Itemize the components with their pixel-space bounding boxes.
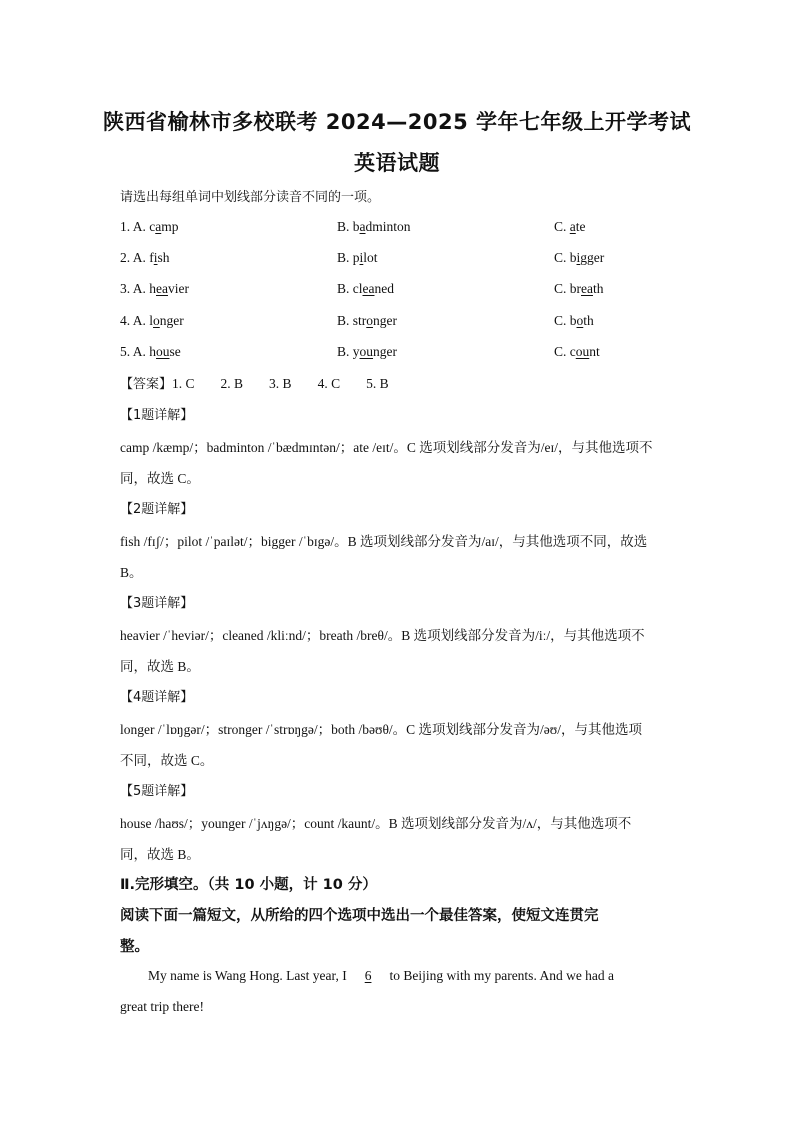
detail-text-2-line-1: fish /fɪʃ/；pilot /ˈpaɪlət/；bigger /ˈbɪgə/。B 选项划线部分发音为/aɪ/，与其他选项不同，故选 (120, 534, 648, 549)
option-text-suffix: mp (161, 219, 179, 234)
underlined-letters: a (155, 219, 162, 234)
option-text-prefix: 3. A. h (120, 281, 157, 296)
underlined-letters: i (576, 250, 581, 265)
answer-item-3: 3. B (269, 376, 292, 391)
option-text-suffix: vier (168, 281, 189, 296)
question-4-option-a (120, 313, 184, 329)
option-text-prefix: B. b (337, 219, 360, 234)
answer-item-5: 5. B (366, 376, 389, 391)
option-text-suffix: th (583, 313, 594, 328)
underlined-letters: ea (581, 281, 593, 296)
title-line-1: 陕西省榆林市多校联考 2024—2025 学年七年级上开学考试 (102, 110, 691, 134)
option-text-prefix: C. b (554, 250, 577, 265)
underlined-letters: o (576, 313, 584, 328)
passage-blank-6: 6 (364, 968, 372, 983)
option-text-suffix: nger (373, 313, 398, 328)
underlined-letters: a (359, 219, 366, 234)
option-text-prefix: C. c (554, 344, 576, 359)
detail-text-4-line-1: longer /ˈlɒŋgər/；stronger /ˈstrɒŋgə/；both /bəʊθ/。C 选项划线部分发音为/əʊ/，与其他选项 (120, 722, 642, 737)
underlined-letters: ea (156, 281, 168, 296)
option-text-suffix: te (575, 219, 586, 234)
question-3-option-a (120, 281, 189, 297)
option-text-suffix: lot (363, 250, 378, 265)
option-text-suffix: th (592, 281, 604, 296)
answer-item-2: 2. B (220, 376, 244, 391)
underlined-letters: o (153, 313, 160, 328)
answer-item-1: 1. C (172, 376, 195, 391)
question-1-option-c (554, 219, 586, 235)
detail-text-5-line-1: house /haʊs/；younger /ˈjʌŋgə/；count /kaunt/。B 选项划线部分发音为/ʌ/，与其他选项不 (120, 816, 632, 831)
question-5-option-b (337, 344, 397, 360)
question-5-option-c (554, 344, 600, 360)
passage-rest: to Beijing with my parents. And we had a (386, 968, 615, 983)
detail-heading-3: 【3题详解】 (120, 596, 194, 611)
detail-text-3-line-2: 同，故选 B。 (120, 659, 200, 674)
option-text-prefix: B. y (337, 344, 360, 359)
detail-text-4-line-2: 不同，故选 C。 (120, 753, 214, 768)
section-2-instruction-line-2: 整。 (120, 939, 149, 955)
option-text-prefix: B. str (337, 313, 367, 328)
underlined-letters: i (153, 250, 158, 265)
underlined-letters: ou (156, 344, 170, 359)
detail-text-1-line-1: camp /kæmp/；badminton /ˈbædmɪntən/；ate /eɪt/。C 选项划线部分发音为/eɪ/，与其他选项不 (120, 440, 653, 455)
detail-heading-1: 【1题详解】 (120, 408, 194, 423)
option-text-prefix: C. b (554, 313, 577, 328)
option-text-prefix: 1. A. c (120, 219, 156, 234)
underlined-letters: ou (359, 344, 374, 359)
option-text-suffix: nt (589, 344, 600, 359)
section-2-instruction-line-1: 阅读下面一篇短文，从所给的四个选项中选出一个最佳答案，使短文连贯完 (120, 908, 599, 924)
question-3-option-b (337, 281, 394, 297)
option-text-prefix: B. p (337, 250, 360, 265)
answer-items (172, 376, 415, 391)
question-1-option-a (120, 219, 179, 235)
detail-text-1-line-2: 同，故选 C。 (120, 471, 200, 486)
detail-heading-5: 【5题详解】 (120, 784, 194, 799)
answer-item-4: 4. C (317, 376, 341, 391)
option-text-suffix: ned (374, 281, 394, 296)
detail-heading-2: 【2题详解】 (120, 502, 194, 517)
underlined-letters: i (359, 250, 364, 265)
underlined-letters: a (569, 219, 576, 234)
option-text-suffix: dminton (365, 219, 411, 234)
passage-start: My name is Wang Hong. Last year, I (148, 968, 351, 983)
question-2-option-a (120, 250, 170, 266)
option-text-prefix: 5. A. h (120, 344, 157, 359)
option-text-suffix: nger (373, 344, 398, 359)
detail-text-2-line-2: B。 (120, 565, 143, 580)
option-text-prefix: B. cl (337, 281, 363, 296)
question-4-option-c (554, 313, 594, 329)
option-text-suffix: gger (580, 250, 605, 265)
option-text-suffix: sh (157, 250, 170, 265)
option-text-prefix: C. br (554, 281, 581, 296)
question-2-option-b (337, 250, 378, 266)
question-4-option-b (337, 313, 397, 329)
question-2-option-c (554, 250, 604, 266)
option-text-suffix: nger (159, 313, 184, 328)
option-text-prefix: 2. A. f (120, 250, 154, 265)
underlined-letters: ea (362, 281, 375, 296)
section-2-title: Ⅱ.完形填空。（共 10 小题，计 10 分） (120, 877, 377, 893)
answer-line (120, 373, 415, 392)
passage-line-1 (148, 968, 614, 984)
answer-label: 【答案】 (120, 377, 173, 392)
option-text-suffix: se (169, 344, 181, 359)
option-text-prefix: 4. A. l (120, 313, 154, 328)
detail-text-5-line-2: 同，故选 B。 (120, 847, 200, 862)
title-line-2: 英语试题 (354, 151, 440, 175)
detail-text-3-line-1: heavier /ˈheviər/；cleaned /kliːnd/；breath /breθ/。B 选项划线部分发音为/iː/，与其他选项不 (120, 628, 645, 643)
detail-heading-4: 【4题详解】 (120, 690, 194, 705)
question-1-option-b (337, 219, 411, 235)
question-5-option-a (120, 344, 181, 360)
question-3-option-c (554, 281, 604, 297)
passage-line-2: great trip there! (120, 999, 204, 1014)
option-text-prefix: C. (554, 219, 570, 234)
instruction: 请选出每组单词中划线部分读音不同的一项。 (120, 190, 381, 205)
underlined-letters: o (366, 313, 374, 328)
underlined-letters: ou (575, 344, 590, 359)
